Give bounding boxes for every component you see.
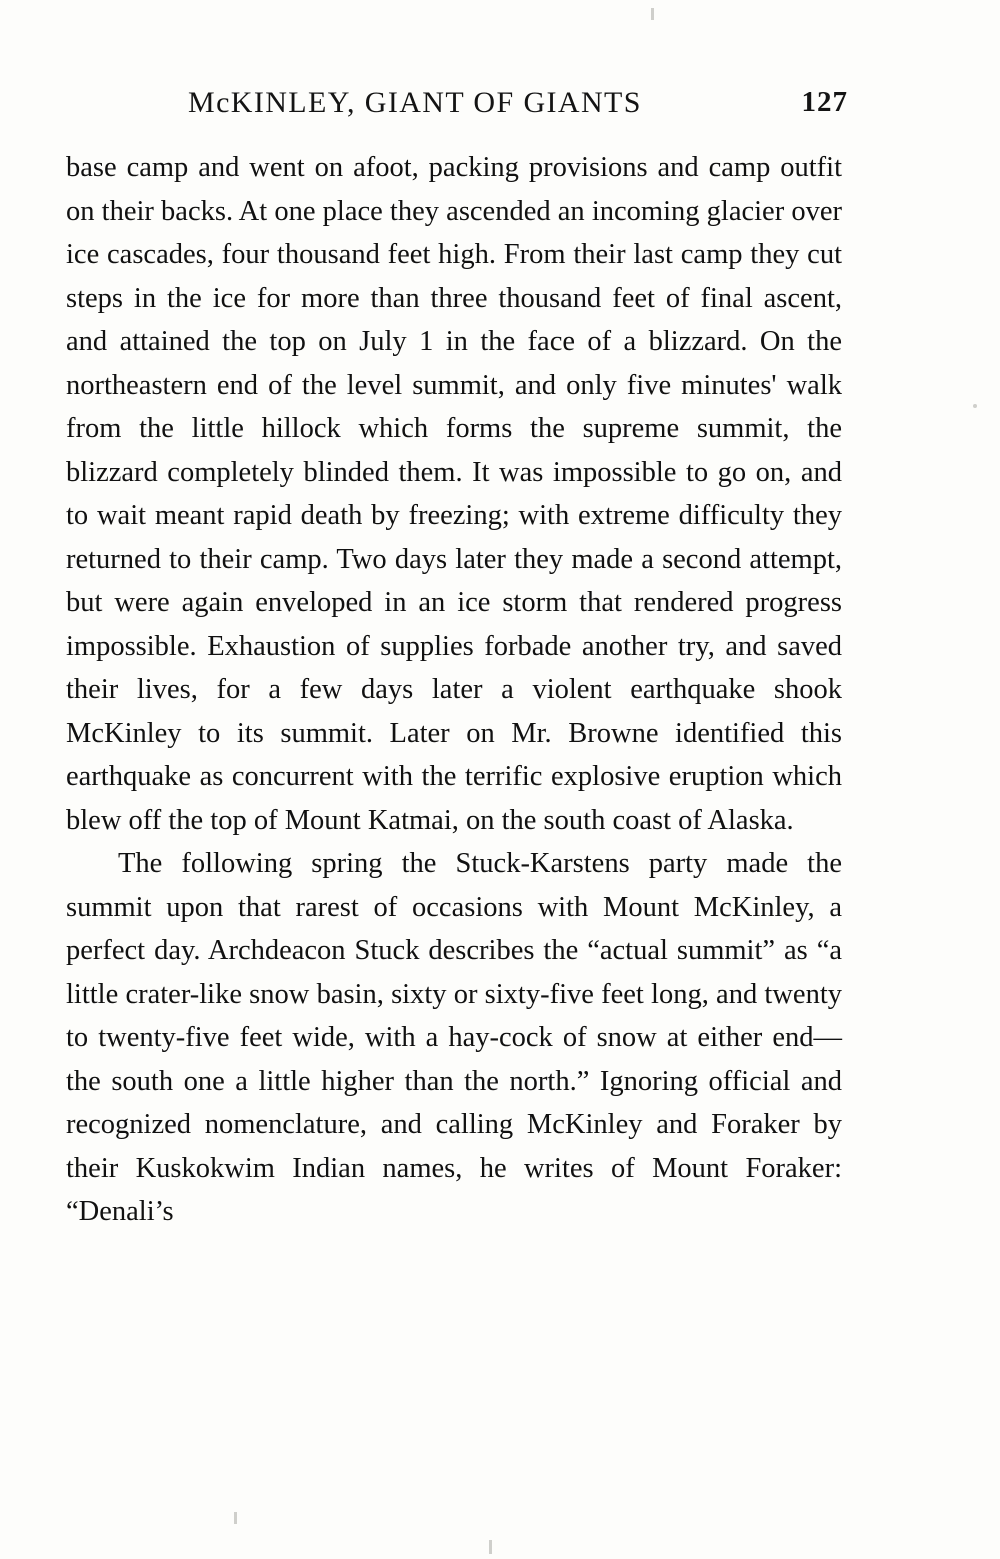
paragraph: base camp and went on afoot, packing provisions and camp outfit on their backs. At one place they ascended an incoming glacier over ice cascades, four thousand feet high. From their last camp they cut steps in the ice for more than three thousand feet of final ascent, and attained the top on July 1 in the face of a blizzard. On the northeastern end of the level summit, and only five minutes' walk from the little hillock which forms the supreme summit, the blizzard completely blinded them. It was impossible to go on, and to wait meant rapid death by freezing; with extreme difficulty they returned to their camp. Two days later they made a second attempt, but were again enveloped in an ice storm that rendered progress impossible. Exhaustion of supplies forbade another try, and saved their lives, for a few days later a violent earthquake shook McKinley to its summit. Later on Mr. Browne identified this earthquake as concurrent with the terrific explosive eruption which blew off the top of Mount Katmai, on the south coast of Alaska. [66,152,842,836]
scan-artifact-right-margin [973,404,977,408]
page-number: 127 [801,86,848,118]
page-body [66,146,842,1234]
paragraph: The following spring the Stuck-Karstens party made the summit upon that rarest of occasions with Mount McKinley, a perfect day. Archdeacon Stuck describes the “actual summit” as “a little crater-like snow basin, sixty or sixty-five feet long, and twenty to twenty-five feet wide, with a hay-cock of snow at either end—the south one a little higher than the north.” Ignoring official and recognized nomenclature, and calling McKinley and Foraker by their Kuskokwim Indian names, he writes of Mount Foraker: “Denali’s [66,848,842,1227]
scan-artifact-bottom-center [489,1540,492,1554]
scan-artifact-top [651,8,654,20]
page-header [68,86,848,120]
running-head: McKINLEY, GIANT OF GIANTS [188,86,642,119]
scan-artifact-bottom-left [234,1512,237,1524]
